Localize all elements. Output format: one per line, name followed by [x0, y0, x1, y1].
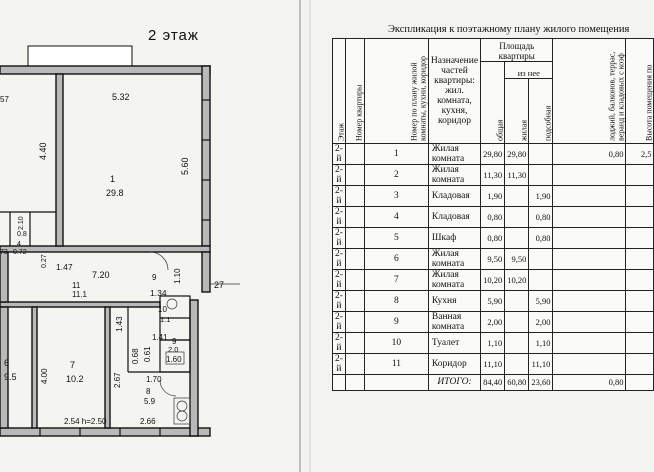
table-cell-no: 1: [364, 144, 428, 165]
table-cell-name: Жилая комната: [428, 165, 480, 186]
table-row: [333, 312, 654, 333]
table-cell-name: Жилая комната: [428, 144, 480, 165]
table-cell-living: 9,50: [505, 249, 529, 270]
table-cell-total: 29,80: [481, 144, 505, 165]
col-header-loggia: лоджий, балконов, террас, веранд и кладовых с коэф: [553, 39, 626, 144]
table-cell-aux: 2,00: [529, 312, 553, 333]
table-cell-loggia: [553, 228, 626, 249]
table-cell-empty: [345, 228, 364, 249]
table-row: [333, 207, 654, 228]
table-cell-aux: [529, 270, 553, 291]
table-cell-empty: [345, 207, 364, 228]
table-cell-height: 2,5: [626, 144, 654, 165]
dim-label: 2.10: [18, 216, 25, 230]
dim-label: 2.67: [113, 372, 122, 388]
dim-label: 1.70: [146, 375, 162, 384]
table-cell-no: 3: [364, 186, 428, 207]
table-cell-no: 4: [364, 207, 428, 228]
dim-label: 0.61: [143, 346, 152, 362]
table-cell-living: [505, 312, 529, 333]
table-cell-height: [626, 333, 654, 354]
table-row: [333, 249, 654, 270]
table-cell-living: 10,20: [505, 270, 529, 291]
explication-title: Экспликация к поэтажному плану жилого помещения: [388, 24, 630, 35]
table-row: [333, 291, 654, 312]
table-row: [333, 186, 654, 207]
plan-title: 2 этаж: [148, 27, 199, 44]
table-cell-height: [626, 207, 654, 228]
col-header-room-no: Номер по плану жилой комнаты, кухни, коридор: [364, 39, 428, 144]
table-cell-no: 11: [364, 354, 428, 375]
table-cell-loggia: 0,80: [553, 144, 626, 165]
table-cell-total: 0,80: [481, 228, 505, 249]
svg-text:29.8: 29.8: [106, 188, 124, 198]
dim-label: 2.66: [140, 417, 156, 426]
table-cell-empty: [345, 165, 364, 186]
svg-text:9: 9: [172, 337, 177, 346]
table-cell-total: 5,90: [481, 291, 505, 312]
dim-label: 27: [214, 280, 225, 290]
dim-label: 0.27: [41, 254, 48, 268]
svg-text:1: 1: [110, 174, 116, 184]
svg-text:4: 4: [17, 241, 21, 248]
table-cell-height: [626, 165, 654, 186]
table-cell-loggia: [553, 186, 626, 207]
col-header-purpose: Назначение частей квартиры: жил. комната, кухня, коридор: [428, 39, 480, 144]
svg-text:7: 7: [70, 360, 76, 370]
total-row: [333, 375, 654, 391]
table-cell-loggia: [553, 207, 626, 228]
dim-label: 1.60: [166, 355, 182, 364]
total-label: ИТОГО:: [428, 375, 480, 391]
table-cell-loggia: [553, 312, 626, 333]
table-row: [333, 228, 654, 249]
table-cell-living: [505, 333, 529, 354]
table-cell-loggia: [553, 165, 626, 186]
dim-label: 4.40: [38, 142, 48, 160]
svg-text:11.1: 11.1: [72, 290, 87, 299]
dim-label: 0.72: [13, 249, 27, 256]
table-cell-name: Шкаф: [428, 228, 480, 249]
table-cell-empty: [345, 270, 364, 291]
table-cell-aux: 0,80: [529, 207, 553, 228]
table-header-row: [333, 39, 654, 62]
table-cell-aux: 1,10: [529, 333, 553, 354]
dim-label: 1.43: [115, 316, 124, 332]
table-cell-height: [626, 312, 654, 333]
table-row: [333, 144, 654, 165]
table-cell-height: [626, 228, 654, 249]
total-living: 60,80: [505, 375, 529, 391]
table-cell-name: Кладовая: [428, 207, 480, 228]
dim-label: 57: [0, 95, 9, 104]
svg-text:10: 10: [158, 305, 167, 314]
table-cell-living: [505, 186, 529, 207]
table-cell-no: 6: [364, 249, 428, 270]
table-cell-living: [505, 291, 529, 312]
table-cell-name: Жилая комната: [428, 249, 480, 270]
table-cell-loggia: [553, 270, 626, 291]
dim-label: 9: [152, 273, 157, 282]
table-cell-aux: 1,90: [529, 186, 553, 207]
table-cell-floor: 2-й: [333, 228, 346, 249]
total-area: 84,40: [481, 375, 505, 391]
table-cell-total: 0,80: [481, 207, 505, 228]
table-cell-aux: 0,80: [529, 228, 553, 249]
col-header-apartment: Номер квартиры: [345, 39, 364, 144]
table-cell-loggia: [553, 354, 626, 375]
table-cell-height: [626, 291, 654, 312]
dim-label: 0.68: [131, 348, 140, 364]
table-row: [333, 270, 654, 291]
table-cell-total: 9,50: [481, 249, 505, 270]
table-cell-floor: 2-й: [333, 312, 346, 333]
table-cell-floor: 2-й: [333, 354, 346, 375]
table-cell-total: 11,30: [481, 165, 505, 186]
table-cell-empty: [345, 186, 364, 207]
table-cell-empty: [345, 291, 364, 312]
table-cell-living: 11,30: [505, 165, 529, 186]
table-cell-floor: 2-й: [333, 165, 346, 186]
dim-label: 1.34: [150, 288, 167, 298]
dim-label: 2.54 h=2.50: [64, 417, 107, 426]
table-row: [333, 354, 654, 375]
table-cell-no: 8: [364, 291, 428, 312]
table-cell-name: Туалет: [428, 333, 480, 354]
col-header-height: Высота помещения по: [626, 39, 654, 144]
table-cell-empty: [345, 333, 364, 354]
col-header-floor: Этаж: [333, 39, 346, 144]
col-header-area: Площадь квартиры: [481, 39, 553, 62]
table-cell-name: Кладовая: [428, 186, 480, 207]
table-cell-living: [505, 354, 529, 375]
table-cell-no: 7: [364, 270, 428, 291]
col-header-of-which: из нее: [505, 62, 553, 79]
col-header-living: жилая: [505, 79, 529, 144]
dim-label: 0.8: [17, 231, 27, 238]
table-cell-empty: [345, 354, 364, 375]
table-cell-floor: 2-й: [333, 291, 346, 312]
dim-label: 1.10: [173, 268, 182, 284]
table-cell-no: 2: [364, 165, 428, 186]
table-cell-aux: [529, 165, 553, 186]
table-cell-floor: 2-й: [333, 144, 346, 165]
svg-text:2.0: 2.0: [168, 345, 179, 354]
table-cell-aux: 5,90: [529, 291, 553, 312]
table-cell-no: 10: [364, 333, 428, 354]
table-cell-total: 1,10: [481, 333, 505, 354]
dim-label: 5.60: [180, 157, 190, 175]
table-cell-aux: [529, 144, 553, 165]
total-loggia: 0,80: [553, 375, 626, 391]
table-cell-empty: [345, 144, 364, 165]
table-cell-name: Кухня: [428, 291, 480, 312]
table-cell-name: Жилая комната: [428, 270, 480, 291]
table-cell-height: [626, 186, 654, 207]
svg-text:1.1: 1.1: [160, 315, 171, 324]
table-cell-no: 5: [364, 228, 428, 249]
table-cell-name: Ванная комната: [428, 312, 480, 333]
table-cell-floor: 2-й: [333, 333, 346, 354]
total-aux: 23,60: [529, 375, 553, 391]
table-cell-total: 1,90: [481, 186, 505, 207]
table-cell-total: 10,20: [481, 270, 505, 291]
table-cell-living: [505, 228, 529, 249]
table-cell-loggia: [553, 291, 626, 312]
dim-label: 73: [0, 249, 8, 256]
table-cell-height: [626, 354, 654, 375]
dim-label: 7.20: [92, 270, 110, 280]
dim-label: 4.00: [40, 368, 49, 384]
dim-label: 1.41: [152, 333, 168, 342]
svg-text:6: 6: [4, 358, 10, 368]
table-cell-loggia: [553, 249, 626, 270]
svg-text:5.9: 5.9: [144, 397, 156, 406]
table-cell-floor: 2-й: [333, 186, 346, 207]
dim-label: 1.47: [56, 262, 73, 272]
table-cell-no: 9: [364, 312, 428, 333]
table-cell-aux: [529, 249, 553, 270]
table-cell-floor: 2-й: [333, 207, 346, 228]
table-cell-height: [626, 270, 654, 291]
table-cell-floor: 2-й: [333, 249, 346, 270]
table-cell-aux: 11,10: [529, 354, 553, 375]
table-cell-living: 29,80: [505, 144, 529, 165]
table-cell-height: [626, 249, 654, 270]
table-cell-empty: [345, 249, 364, 270]
explication-table: [332, 38, 654, 391]
table-cell-total: 11,10: [481, 354, 505, 375]
dim-label: 5.32: [112, 92, 130, 102]
table-cell-living: [505, 207, 529, 228]
svg-text:11: 11: [72, 281, 81, 290]
table-cell-name: Коридор: [428, 354, 480, 375]
table-cell-floor: 2-й: [333, 270, 346, 291]
svg-text:8: 8: [146, 387, 151, 396]
col-header-total: общая: [481, 62, 505, 144]
table-cell-total: 2,00: [481, 312, 505, 333]
table-cell-loggia: [553, 333, 626, 354]
svg-text:10.2: 10.2: [66, 374, 84, 384]
svg-text:9.5: 9.5: [4, 372, 17, 382]
table-row: [333, 333, 654, 354]
col-header-aux: подсобная: [529, 79, 553, 144]
table-cell-empty: [345, 312, 364, 333]
table-row: [333, 165, 654, 186]
